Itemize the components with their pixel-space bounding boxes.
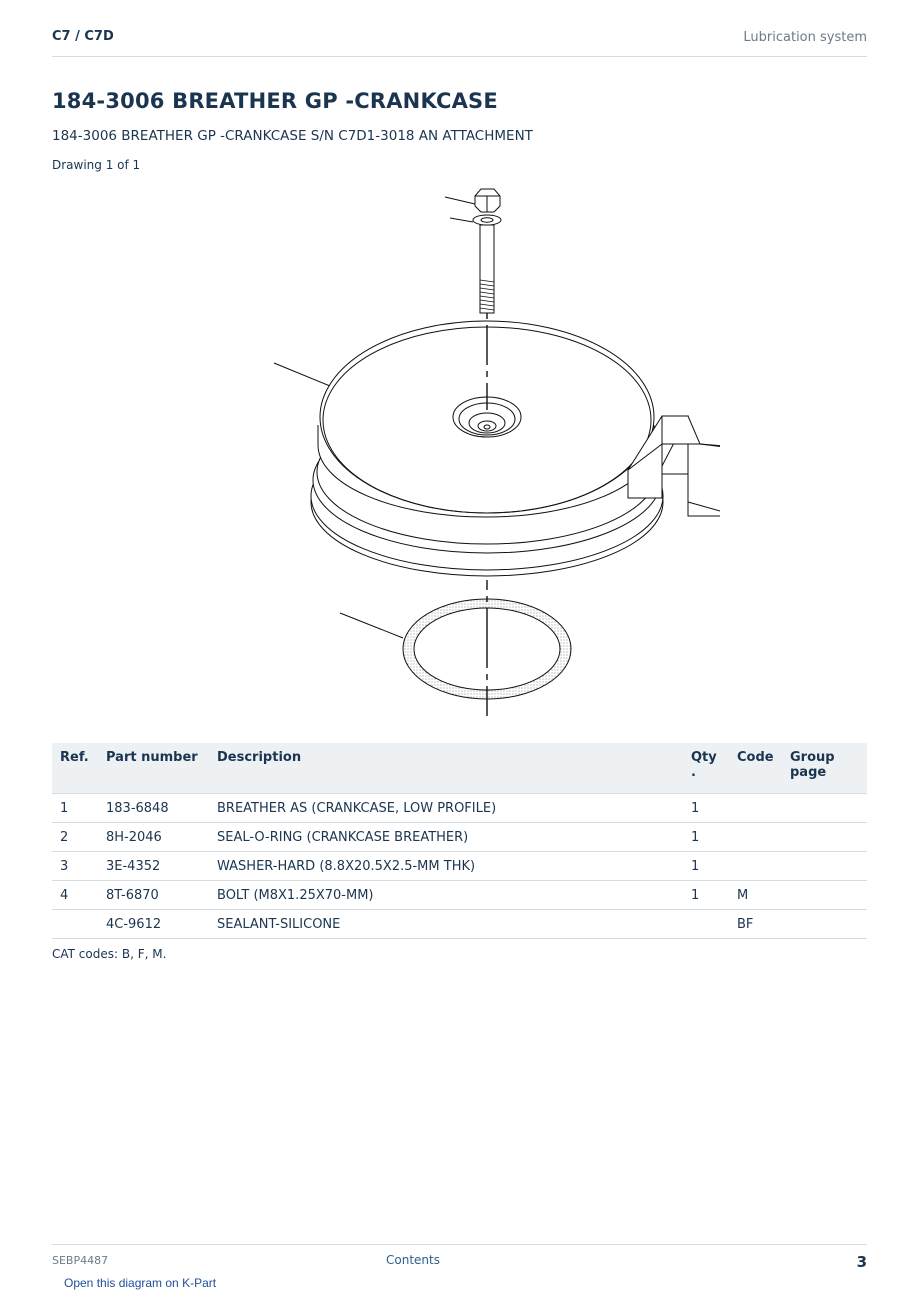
cell-ref: 1: [52, 794, 98, 823]
col-header-description: Description: [209, 743, 683, 794]
cell-description: BREATHER AS (CRANKCASE, LOW PROFILE): [209, 794, 683, 823]
cell-ref: 2: [52, 823, 98, 852]
exploded-parts-diagram: [200, 180, 720, 725]
leader-line-breather: [274, 363, 330, 386]
table-row: [52, 910, 867, 939]
cell-qty: 1: [683, 794, 729, 823]
cell-description: SEAL-O-RING (CRANKCASE BREATHER): [209, 823, 683, 852]
cell-code: BF: [729, 910, 782, 939]
cell-group-page: [782, 823, 867, 852]
page: [52, 0, 867, 1300]
cell-description: SEALANT-SILICONE: [209, 910, 683, 939]
cell-code: M: [729, 881, 782, 910]
cell-description: WASHER-HARD (8.8X20.5X2.5-MM THK): [209, 852, 683, 881]
col-header-qty: Qty .: [683, 743, 729, 794]
page-number: 3: [856, 1253, 867, 1271]
cell-group-page: [782, 910, 867, 939]
cell-group-page: [782, 881, 867, 910]
cell-ref: 3: [52, 852, 98, 881]
cell-code: [729, 823, 782, 852]
page-header: [52, 28, 867, 57]
table-row: [52, 823, 867, 852]
table-row: [52, 881, 867, 910]
cell-code: [729, 794, 782, 823]
breather-body-part: [311, 321, 720, 576]
leader-line-seal: [340, 613, 403, 638]
cell-code: [729, 852, 782, 881]
cell-qty: [683, 910, 729, 939]
cell-qty: 1: [683, 852, 729, 881]
cell-part-number: 4C-9612: [98, 910, 209, 939]
table-header-row: [52, 743, 867, 794]
cell-qty: 1: [683, 823, 729, 852]
table-row: [52, 852, 867, 881]
col-header-part-number: Part number: [98, 743, 209, 794]
parts-table: [52, 743, 867, 939]
page-footer: [52, 1244, 867, 1275]
model-label: C7 / C7D: [52, 29, 114, 44]
cell-ref: [52, 910, 98, 939]
page-subtitle: 184-3006 BREATHER GP -CRANKCASE S/N C7D1-3018 AN ATTACHMENT: [52, 128, 533, 144]
cell-ref: 4: [52, 881, 98, 910]
drawing-label: Drawing 1 of 1: [52, 158, 141, 172]
cell-group-page: [782, 794, 867, 823]
cell-part-number: 8H-2046: [98, 823, 209, 852]
leader-line-bolt: [445, 197, 475, 204]
section-label: Lubrication system: [743, 30, 867, 45]
cell-part-number: 183-6848: [98, 794, 209, 823]
bolt-part: [473, 189, 501, 313]
col-header-group-page: Group page: [782, 743, 867, 794]
kpart-link[interactable]: Open this diagram on K-Part: [64, 1276, 217, 1290]
col-header-code: Code: [729, 743, 782, 794]
document-id: SEBP4487: [52, 1254, 109, 1267]
cell-qty: 1: [683, 881, 729, 910]
cell-part-number: 8T-6870: [98, 881, 209, 910]
cell-group-page: [782, 852, 867, 881]
col-header-ref: Ref.: [52, 743, 98, 794]
contents-link[interactable]: Contents: [386, 1253, 440, 1267]
page-title: 184-3006 BREATHER GP -CRANKCASE: [52, 89, 498, 113]
leader-line-washer: [450, 218, 473, 222]
cat-codes-note: CAT codes: B, F, M.: [52, 947, 167, 961]
table-row: [52, 794, 867, 823]
cell-part-number: 3E-4352: [98, 852, 209, 881]
cell-description: BOLT (M8X1.25X70-MM): [209, 881, 683, 910]
